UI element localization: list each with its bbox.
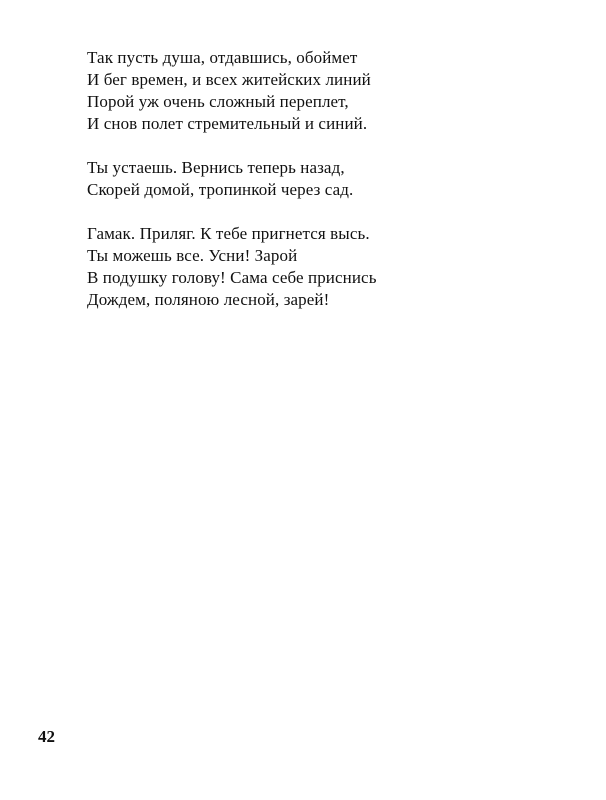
poem-line: И снов полет стремительный и синий. — [87, 114, 368, 133]
stanza-2 — [87, 157, 527, 201]
stanza-3 — [87, 223, 527, 311]
poem-line: В подушку голову! Сама себе приснись — [87, 268, 377, 287]
poem-line: Скорей домой, тропинкой через сад. — [87, 180, 354, 199]
stanza-1 — [87, 47, 527, 135]
poem-line: Дождем, поляною лесной, зарей! — [87, 290, 330, 309]
poem-line: Так пусть душа, отдавшись, обоймет — [87, 48, 358, 67]
poem-line: Ты устаешь. Вернись теперь назад, — [87, 158, 345, 177]
page-number: 42 — [38, 727, 55, 746]
poem-line: Гамак. Приляг. К тебе пригнется высь. — [87, 224, 370, 243]
poem-line: И бег времен, и всех житейских линий — [87, 70, 371, 89]
poem-text — [87, 47, 527, 333]
poem-line: Порой уж очень сложный переплет, — [87, 92, 349, 111]
poem-line: Ты можешь все. Усни! Зарой — [87, 246, 298, 265]
